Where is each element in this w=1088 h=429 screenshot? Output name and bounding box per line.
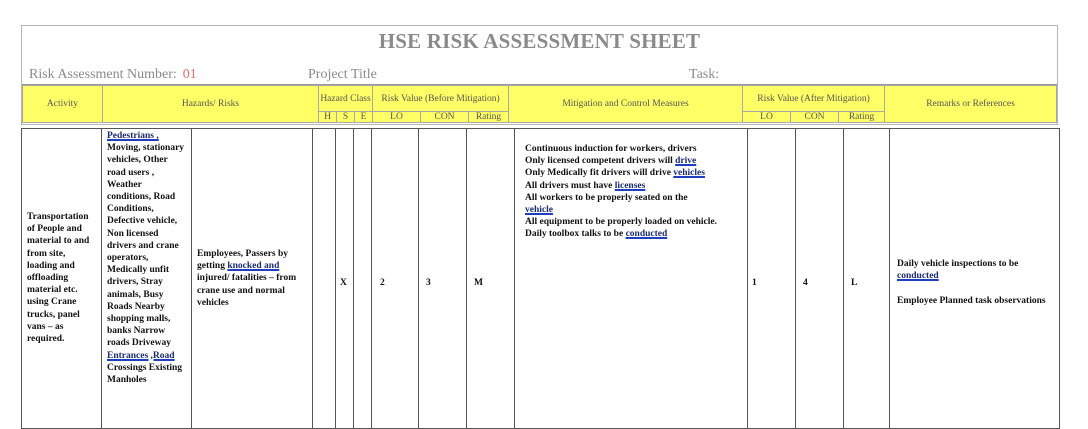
after-rating-value: L — [851, 278, 858, 288]
mitigation-line: All drivers must have — [525, 180, 615, 191]
after-rating-cell — [844, 129, 890, 429]
after-con-value: 4 — [803, 278, 808, 288]
mitigation-link[interactable]: licenses — [614, 180, 646, 191]
class-s-value: X — [340, 278, 347, 288]
risk-number-label: Risk Assessment Number: — [29, 67, 177, 82]
task-label: Task: — [689, 67, 720, 82]
remarks-link[interactable]: conducted — [897, 271, 939, 282]
mitigation-text — [515, 129, 747, 241]
hazards-end: Crossings Existing Manholes — [107, 362, 183, 386]
col-hazards: Hazards/ Risks — [103, 86, 319, 123]
class-s-cell — [336, 129, 354, 429]
col-class-s: S — [337, 112, 355, 123]
risk-number — [29, 67, 197, 83]
hazards-text — [102, 129, 191, 388]
mitigation-cell — [515, 129, 748, 429]
before-con-value: 3 — [426, 278, 431, 288]
activity-text: Transportation of People and material to and from site, loading and offloading material etc. using Crane trucks, panel vans – as required. — [27, 212, 90, 345]
remarks-line: Employee Planned task observations — [897, 295, 1046, 306]
after-lo-cell — [748, 129, 796, 429]
persons-post: injured/ fatalities – from crane use and normal vehicles — [197, 273, 297, 308]
hazard-entrances-link[interactable]: Entrances ,Road — [107, 350, 175, 361]
mitigation-line: Only licensed competent drivers will — [525, 156, 676, 167]
hazard-pedestrians-link[interactable]: Pedestrians , — [107, 131, 159, 141]
hazards-cell — [102, 129, 192, 429]
before-lo-cell — [372, 129, 419, 429]
before-rating-value: M — [474, 278, 483, 288]
col-before-rating: Rating — [469, 112, 509, 123]
col-class-e: E — [355, 112, 373, 123]
col-risk-after: Risk Value (After Mitigation) — [743, 86, 885, 112]
table-row — [22, 129, 1060, 429]
mitigation-line: Daily toolbox talks to be — [525, 229, 626, 240]
col-before-lo: LO — [373, 112, 421, 123]
class-e-cell — [354, 129, 372, 429]
sheet-title: HSE RISK ASSESSMENT SHEET — [378, 29, 701, 53]
mitigation-line: Continuous induction for workers, drivers — [525, 144, 697, 154]
before-rating-cell — [467, 129, 515, 429]
remarks-text — [890, 129, 1059, 307]
persons-text — [192, 129, 312, 311]
activity-cell — [22, 129, 102, 429]
hazards-middle: Moving, stationary vehicles, Other road users , Weather conditions, Road Conditions, Defective vehicle, Non licensed drivers and crane operators, Medically unfit drivers, Stray animals, Busy Roads Nearby shopping malls, banks Narrow roads Driveway — [107, 143, 185, 349]
col-after-con: CON — [791, 112, 839, 123]
column-header-band — [22, 84, 1057, 123]
remarks-cell — [890, 129, 1060, 429]
col-activity: Activity — [23, 86, 103, 123]
col-remarks: Remarks or References — [885, 86, 1057, 123]
col-before-con: CON — [421, 112, 469, 123]
mitigation-link[interactable]: drive — [675, 156, 697, 167]
project-title-label: Project Title — [308, 67, 377, 82]
mitigation-line: All equipment to be properly loaded on vehicle. — [525, 217, 717, 228]
after-con-cell — [796, 129, 844, 429]
mitigation-line: Only Medically fit drivers will drive — [525, 168, 674, 179]
mitigation-line: All workers to be properly seated on the — [525, 192, 688, 203]
col-hazard-class: Hazard Class — [319, 86, 373, 112]
col-after-lo: LO — [743, 112, 791, 123]
after-lo-value: 1 — [752, 278, 757, 288]
col-class-h: H — [319, 112, 337, 123]
persons-cell — [192, 129, 313, 429]
mitigation-link[interactable]: vehicle — [525, 205, 553, 216]
persons-pre: Employees, Passers by getting — [197, 249, 289, 272]
remarks-line: Daily vehicle inspections to be — [897, 259, 1019, 269]
before-con-cell — [419, 129, 467, 429]
before-lo-value: 2 — [380, 278, 385, 288]
risk-number-value: 01 — [182, 67, 197, 82]
mitigation-link[interactable]: vehicles — [673, 168, 705, 179]
risk-sheet-header — [21, 25, 1058, 125]
col-risk-before: Risk Value (Before Mitigation) — [373, 86, 509, 112]
col-mitigation: Mitigation and Control Measures — [509, 86, 743, 123]
class-h-cell — [313, 129, 336, 429]
mitigation-link[interactable]: conducted — [625, 229, 668, 240]
col-after-rating: Rating — [839, 112, 885, 123]
risk-row-table — [21, 128, 1060, 429]
persons-link[interactable]: knocked and — [227, 261, 280, 272]
